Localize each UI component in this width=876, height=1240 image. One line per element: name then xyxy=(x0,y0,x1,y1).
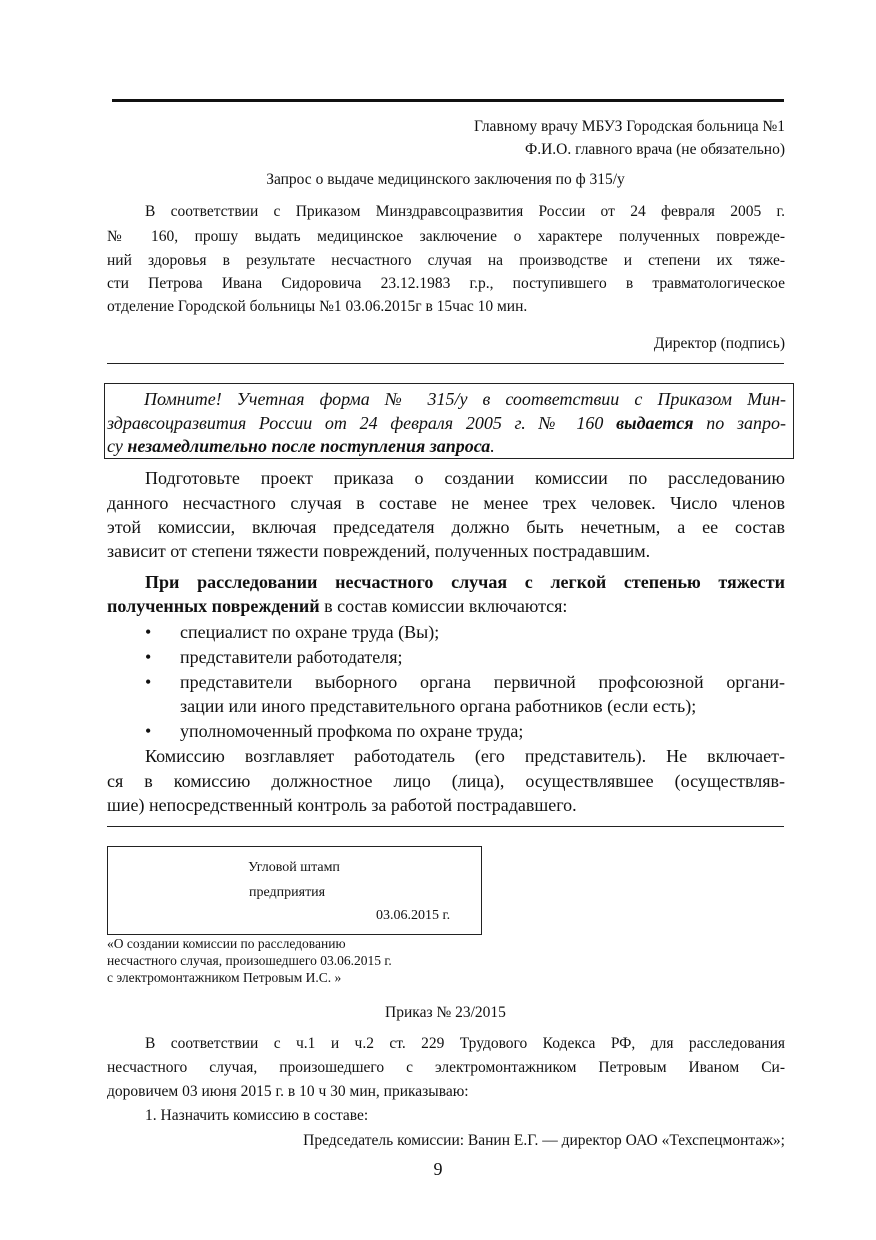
closing-line: ся в комиссию должностное лицо (лица), осуществлявшее (осуществляв- xyxy=(107,771,785,791)
order-line: доровичем 03 июня 2015 г. в 10 ч 30 мин, приказываю: xyxy=(107,1083,469,1100)
corner-stamp-box xyxy=(107,846,482,935)
stamp-line xyxy=(108,859,483,877)
request-line: ний здоровья в результате несчастного случая на производстве и степени их тяже- xyxy=(107,252,785,269)
notice-text: по запро- xyxy=(693,413,786,433)
closing-line: Комиссию возглавляет работодатель (его представитель). Не включает- xyxy=(145,746,785,766)
bullet-item: представители работодателя; xyxy=(180,647,403,667)
stamp-text: Угловой штамп xyxy=(248,860,340,875)
light-injury-bold: При расследовании несчастного случая с легкой степенью тяжести xyxy=(145,572,785,592)
order-caption-line: с электромонтажником Петровым И.С. » xyxy=(107,970,342,985)
request-line: сти Петрова Ивана Сидоровича 23.12.1983 г.р., поступившего в травматологическое xyxy=(107,275,785,292)
request-title: Запрос о выдаче медицинского заключения по ф 315/у xyxy=(266,171,625,188)
bullet-glyph: • xyxy=(145,647,152,667)
notice-emphasis: незамедлительно после поступления запроса xyxy=(127,436,491,456)
bullet-glyph: • xyxy=(145,721,152,741)
page-number: 9 xyxy=(433,1159,443,1179)
notice-text: здравсоцразвития России от 24 февраля 2005 г. № 160 xyxy=(107,413,617,433)
light-injury-text: в состав комиссии включаются: xyxy=(319,596,568,616)
bullet-item: специалист по охране труда (Вы); xyxy=(180,622,440,642)
order-line: несчастного случая, произошедшего с электромонтажником Петровым Иваном Си- xyxy=(107,1059,785,1076)
notice-text: су xyxy=(107,436,128,456)
separator-rule xyxy=(107,363,784,364)
separator-rule xyxy=(107,826,784,827)
notice-emphasis: выдается xyxy=(616,413,694,433)
notice-line: Помните! Учетная форма № 315/у в соответствии с Приказом Мин- xyxy=(144,389,786,409)
stamp-date: 03.06.2015 г. xyxy=(376,908,451,923)
commission-line: этой комиссии, включая председателя должно быть нечетным, а ее состав xyxy=(107,517,785,537)
order-caption-line: «О создании комиссии по расследованию xyxy=(107,936,346,951)
addressee-line-1: Главному врачу МБУЗ Городская больница №1 xyxy=(474,118,785,135)
notice-text: . xyxy=(490,436,495,456)
bullet-item: уполномоченный профкома по охране труда; xyxy=(180,721,524,741)
request-line: № 160, прошу выдать медицинское заключение о характере полученных поврежде- xyxy=(107,228,785,245)
bullet-glyph: • xyxy=(145,672,152,692)
order-title: Приказ № 23/2015 xyxy=(385,1004,506,1021)
request-line: отделение Городской больницы №1 03.06.2015г в 15час 10 мин. xyxy=(107,298,528,315)
order-item-1: 1. Назначить комиссию в составе: xyxy=(145,1107,369,1124)
light-injury-heading xyxy=(145,571,785,593)
commission-line: Подготовьте проект приказа о создании комиссии по расследованию xyxy=(145,468,785,488)
addressee-line-2: Ф.И.О. главного врача (не обязательно) xyxy=(524,141,785,158)
request-signature: Директор (подпись) xyxy=(653,335,785,352)
bullet-glyph: • xyxy=(145,622,152,642)
order-line: В соответствии с ч.1 и ч.2 ст. 229 Трудового Кодекса РФ, для расследования xyxy=(145,1035,785,1052)
light-injury-bold: полученных повреждений xyxy=(107,596,320,616)
notice-line xyxy=(107,412,786,434)
light-injury-heading xyxy=(107,595,785,617)
commission-line: зависит от степени тяжести повреждений, полученных пострадавшим. xyxy=(107,541,651,561)
top-rule xyxy=(112,99,784,102)
bullet-item: представители выборного органа первичной профсоюзной органи- xyxy=(180,672,785,692)
notice-line xyxy=(107,435,786,457)
request-line: В соответствии с Приказом Минздравсоцразвития России от 24 февраля 2005 г. xyxy=(145,203,785,220)
order-caption-line: несчастного случая, произошедшего 03.06.2015 г. xyxy=(107,953,392,968)
notice-box xyxy=(104,383,794,459)
stamp-line: предприятия xyxy=(249,885,326,900)
commission-line: данного несчастного случая в составе не менее трех человек. Число членов xyxy=(107,493,785,513)
order-chairman: Председатель комиссии: Ванин Е.Г. — директор ОАО «Техспецмонтаж»; xyxy=(303,1132,785,1149)
closing-line: шие) непосредственный контроль за работой пострадавшего. xyxy=(107,795,577,815)
bullet-item-continued: зации или иного представительного органа работников (если есть); xyxy=(180,696,697,716)
